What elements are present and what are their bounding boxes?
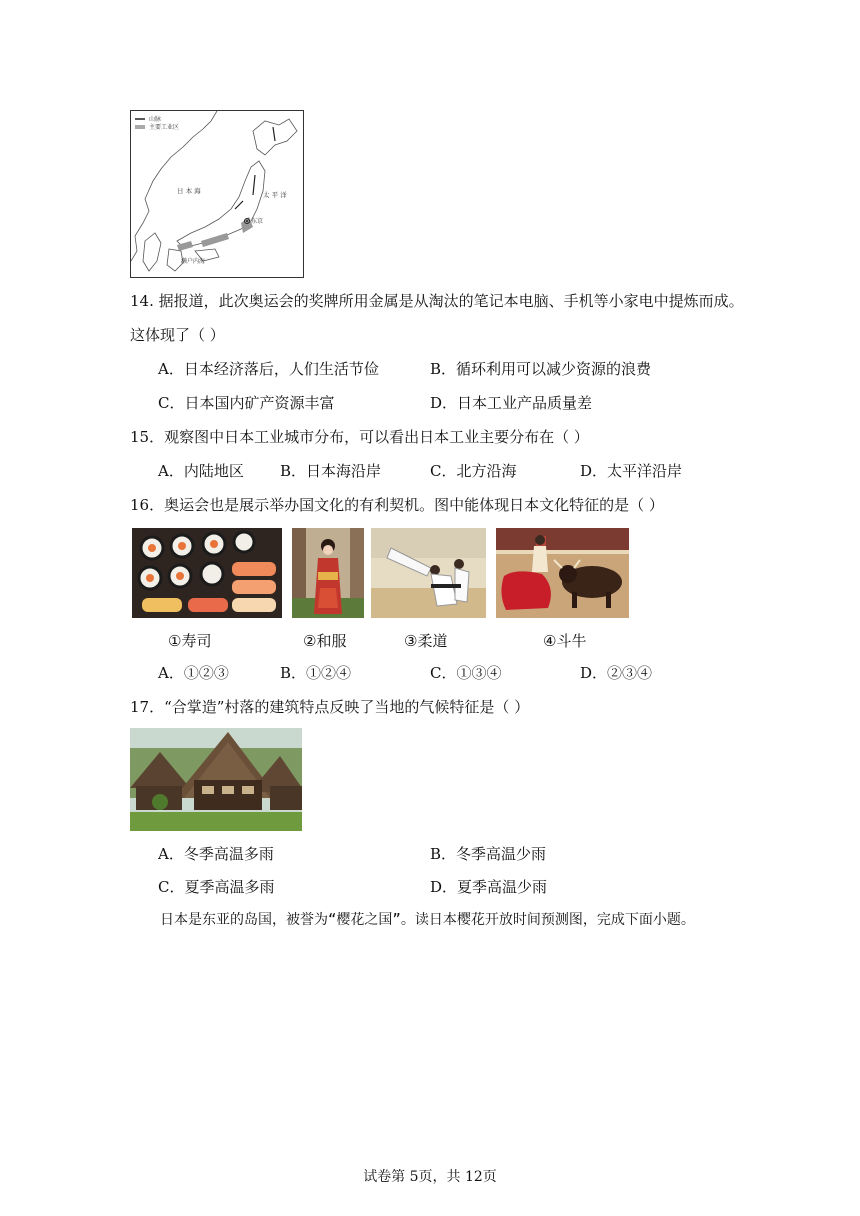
caption-sushi: ①寿司: [168, 632, 212, 650]
legend-industry: 主要工业区: [149, 124, 180, 131]
q15-stem: 15．观察图中日本工业城市分布，可以看出日本工业主要分布在（ ）: [130, 428, 589, 446]
caption-kimono: ②和服: [303, 632, 347, 650]
q14-stem-line2: 这体现了（ ）: [130, 326, 225, 344]
seto-label: 濑户内海: [181, 258, 206, 265]
q16-option-d: D．②③④: [580, 664, 653, 682]
q14-option-b: B．循环利用可以减少资源的浪费: [430, 360, 652, 378]
q15-option-a: A．内陆地区: [158, 462, 244, 480]
gassho-village-photo: [130, 728, 302, 831]
q17-option-c: C．夏季高温多雨: [158, 878, 275, 896]
q16-option-c: C．①③④: [430, 664, 502, 682]
japan-industry-map: [130, 110, 304, 278]
sushi-photo: [132, 528, 282, 618]
q15-option-c: C．北方沿海: [430, 462, 517, 480]
legend-mountain: 山脉: [149, 116, 162, 123]
q14-option-c: C．日本国内矿产资源丰富: [158, 394, 335, 412]
q16-option-a: A．①②③: [158, 664, 229, 682]
q16-stem: 16．奥运会也是展示举办国文化的有利契机。图中能体现日本文化特征的是（ ）: [130, 496, 664, 514]
kimono-photo: [292, 528, 364, 618]
q15-option-b: B．日本海沿岸: [280, 462, 382, 480]
cherry-blossom-intro: 日本是东亚的岛国，被誉为“樱花之国”。读日本樱花开放时间预测图，完成下面小题。: [160, 912, 695, 928]
caption-bullfight: ④斗牛: [543, 632, 587, 650]
judo-photo: [371, 528, 486, 618]
sea-of-japan-label: 日 本 海: [177, 187, 201, 195]
pacific-label: 太 平 洋: [263, 191, 287, 199]
q17-option-a: A．冬季高温多雨: [158, 845, 274, 863]
q14-option-a: A．日本经济落后，人们生活节俭: [158, 360, 379, 378]
tokyo-label: 东京: [251, 218, 264, 225]
page-footer: 试卷第 5页，共 12页: [363, 1169, 497, 1185]
q14-option-d: D．日本工业产品质量差: [430, 394, 593, 412]
q17-option-d: D．夏季高温少雨: [430, 878, 548, 896]
q16-option-b: B．①②④: [280, 664, 352, 682]
q17-option-b: B．冬季高温少雨: [430, 845, 547, 863]
q14-stem-line1: 14. 据报道，此次奥运会的奖牌所用金属是从淘汰的笔记本电脑、手机等小家电中提炼而成。: [130, 292, 744, 310]
caption-judo: ③柔道: [404, 632, 448, 650]
q17-stem: 17．“合掌造”村落的建筑特点反映了当地的气候特征是（ ）: [130, 698, 530, 716]
bullfight-photo: [496, 528, 629, 618]
q15-option-d: D．太平洋沿岸: [580, 462, 683, 480]
